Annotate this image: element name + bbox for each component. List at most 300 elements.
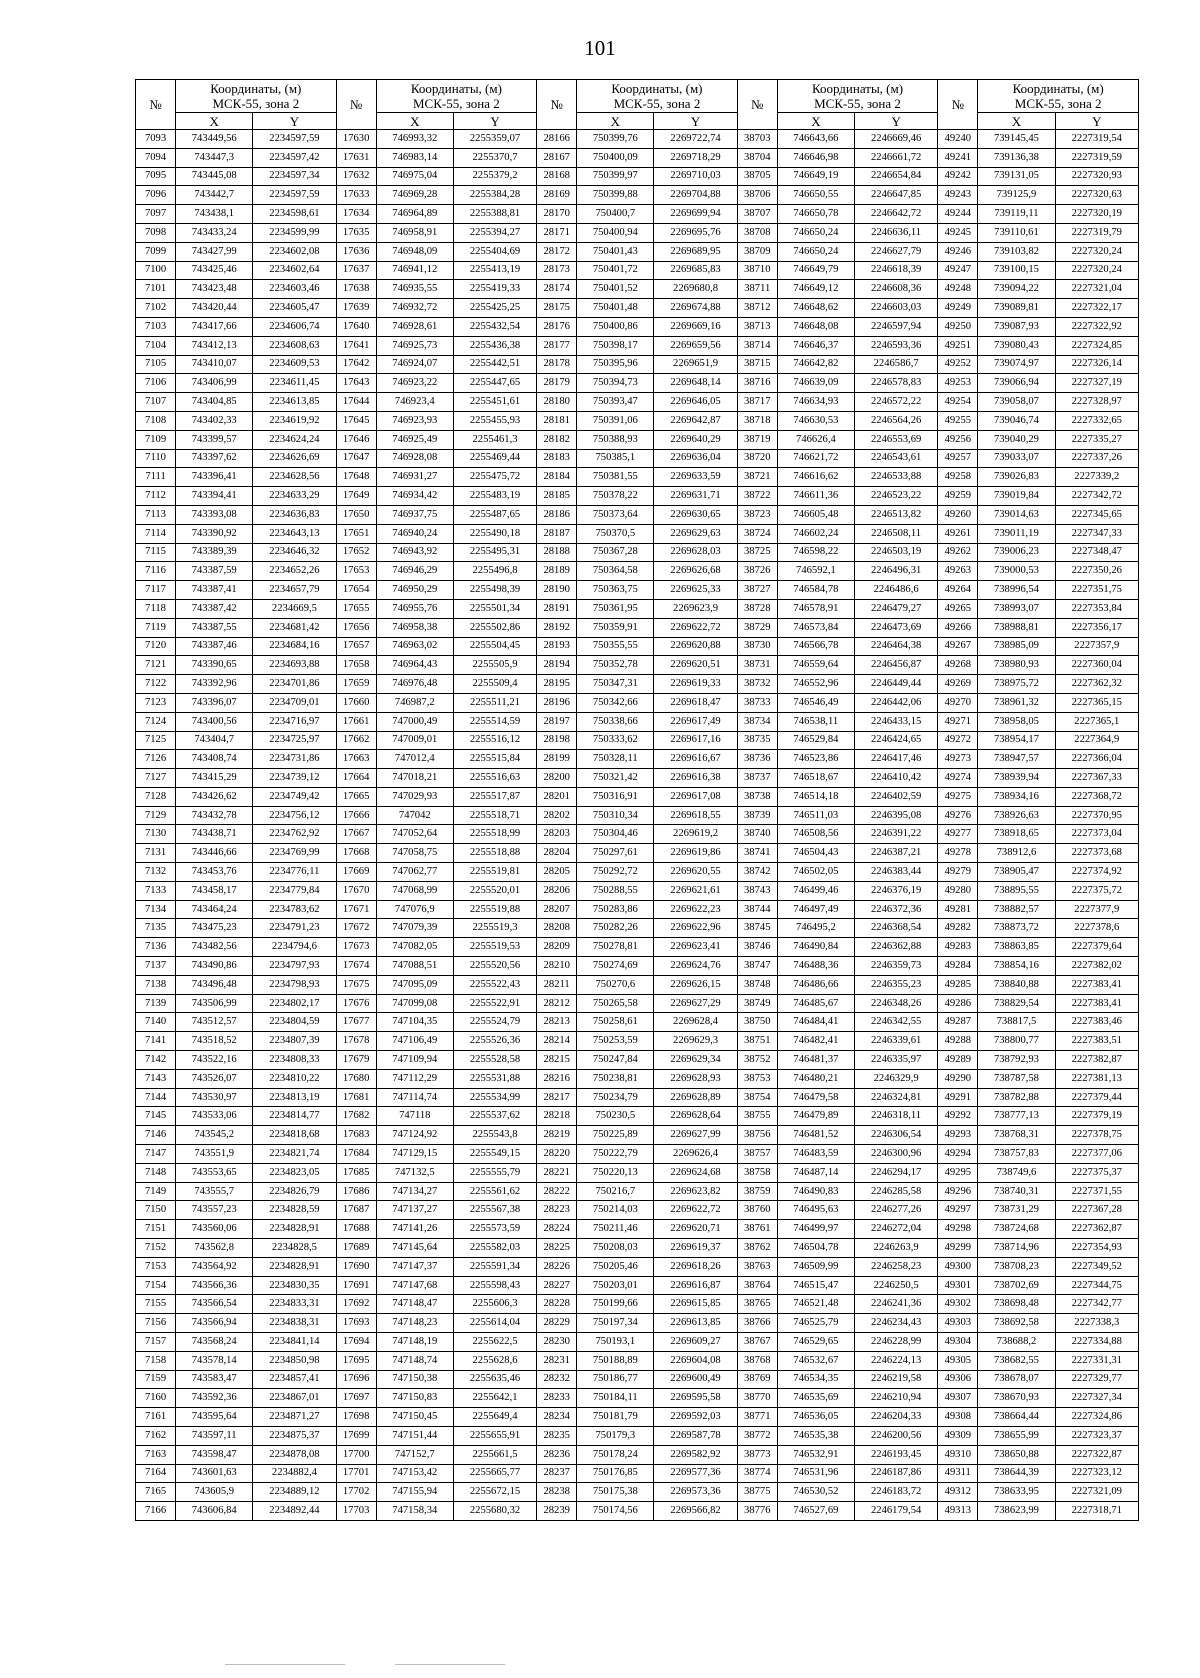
scan-artifact-line: [395, 1664, 505, 1665]
point-number: 17674: [336, 957, 376, 976]
table-row: [136, 750, 1139, 769]
x-coordinate: 738961,32: [978, 693, 1055, 712]
point-number: 28183: [537, 449, 577, 468]
scan-artifact-line: [225, 1664, 345, 1665]
x-coordinate: 746650,24: [777, 223, 854, 242]
point-number: 7124: [136, 712, 176, 731]
y-coordinate: 2227379,19: [1055, 1107, 1138, 1126]
x-coordinate: 743595,64: [176, 1408, 253, 1427]
y-coordinate: 2255487,65: [453, 505, 536, 524]
x-coordinate: 739100,15: [978, 261, 1055, 280]
y-coordinate: 2269629,34: [654, 1051, 737, 1070]
table-row: [136, 975, 1139, 994]
point-number: 28199: [537, 750, 577, 769]
y-coordinate: 2234794,6: [253, 938, 336, 957]
point-number: 17700: [336, 1445, 376, 1464]
point-number: 38760: [737, 1201, 777, 1220]
point-number: 49303: [938, 1314, 978, 1333]
y-coordinate: 2269646,05: [654, 393, 737, 412]
y-coordinate: 2227382,87: [1055, 1051, 1138, 1070]
point-number: 17699: [336, 1426, 376, 1445]
x-coordinate: 746611,36: [777, 487, 854, 506]
y-coordinate: 2227345,65: [1055, 505, 1138, 524]
y-coordinate: 2246593,36: [855, 336, 938, 355]
y-coordinate: 2255518,99: [453, 825, 536, 844]
y-coordinate: 2246383,44: [855, 863, 938, 882]
y-coordinate: 2255591,34: [453, 1257, 536, 1276]
y-coordinate: 2227383,51: [1055, 1032, 1138, 1051]
point-number: 17679: [336, 1051, 376, 1070]
point-number: 28196: [537, 693, 577, 712]
y-coordinate: 2246372,36: [855, 900, 938, 919]
point-number: 7164: [136, 1464, 176, 1483]
x-coordinate: 738840,88: [978, 975, 1055, 994]
coord-header-line1: Координаты, (м): [210, 81, 302, 96]
y-header: Y: [1055, 113, 1138, 130]
point-number: 7161: [136, 1408, 176, 1427]
y-coordinate: 2255519,88: [453, 900, 536, 919]
point-number: 7104: [136, 336, 176, 355]
y-coordinate: 2234857,41: [253, 1370, 336, 1389]
x-coordinate: 747076,9: [376, 900, 453, 919]
x-coordinate: 747058,75: [376, 844, 453, 863]
table-row: [136, 656, 1139, 675]
x-coordinate: 746976,48: [376, 675, 453, 694]
point-number: 38750: [737, 1013, 777, 1032]
y-coordinate: 2227366,04: [1055, 750, 1138, 769]
y-coordinate: 2246456,87: [855, 656, 938, 675]
point-number: 7103: [136, 317, 176, 336]
table-row: [136, 487, 1139, 506]
coord-header-line2: МСК-55, зона 2: [212, 96, 300, 111]
x-header: X: [777, 113, 854, 130]
point-number: 17670: [336, 881, 376, 900]
x-coordinate: 746928,08: [376, 449, 453, 468]
x-coordinate: 743387,41: [176, 581, 253, 600]
y-coordinate: 2255388,81: [453, 205, 536, 224]
y-coordinate: 2269669,16: [654, 317, 737, 336]
x-coordinate: 743438,1: [176, 205, 253, 224]
x-coordinate: 747134,27: [376, 1182, 453, 1201]
coord-header-line2: МСК-55, зона 2: [613, 96, 701, 111]
x-coordinate: 746529,65: [777, 1333, 854, 1352]
point-number: 49289: [938, 1051, 978, 1070]
point-number: 7116: [136, 562, 176, 581]
x-coordinate: 746499,97: [777, 1220, 854, 1239]
x-coordinate: 746955,76: [376, 599, 453, 618]
x-coordinate: 747009,01: [376, 731, 453, 750]
point-number: 38748: [737, 975, 777, 994]
table-row: [136, 1464, 1139, 1483]
point-number: 49246: [938, 242, 978, 261]
x-coordinate: 746536,05: [777, 1408, 854, 1427]
x-coordinate: 739014,63: [978, 505, 1055, 524]
point-number: 49254: [938, 393, 978, 412]
x-coordinate: 746925,49: [376, 430, 453, 449]
table-row: [136, 1370, 1139, 1389]
point-number: 38773: [737, 1445, 777, 1464]
point-number: 49243: [938, 186, 978, 205]
y-coordinate: 2227356,17: [1055, 618, 1138, 637]
y-coordinate: 2269618,55: [654, 806, 737, 825]
point-number: 49283: [938, 938, 978, 957]
x-coordinate: 746946,29: [376, 562, 453, 581]
point-number: 49269: [938, 675, 978, 694]
point-number: 17666: [336, 806, 376, 825]
y-coordinate: 2227318,71: [1055, 1502, 1138, 1521]
y-coordinate: 2227319,54: [1055, 130, 1138, 149]
point-number: 28215: [537, 1051, 577, 1070]
x-coordinate: 743446,66: [176, 844, 253, 863]
y-coordinate: 2234609,53: [253, 355, 336, 374]
y-coordinate: 2246661,72: [855, 148, 938, 167]
y-coordinate: 2234739,12: [253, 769, 336, 788]
point-number: 49253: [938, 374, 978, 393]
point-number: 7120: [136, 637, 176, 656]
y-coordinate: 2269624,68: [654, 1163, 737, 1182]
table-row: [136, 1257, 1139, 1276]
x-coordinate: 743426,62: [176, 787, 253, 806]
y-coordinate: 2246618,39: [855, 261, 938, 280]
x-coordinate: 746616,62: [777, 468, 854, 487]
point-number: 7109: [136, 430, 176, 449]
point-number: 38717: [737, 393, 777, 412]
point-number: 17643: [336, 374, 376, 393]
x-coordinate: 750197,34: [577, 1314, 654, 1333]
point-number: 28229: [537, 1314, 577, 1333]
x-coordinate: 743482,56: [176, 938, 253, 957]
y-coordinate: 2234619,92: [253, 411, 336, 430]
y-coordinate: 2234828,91: [253, 1257, 336, 1276]
x-coordinate: 750234,79: [577, 1088, 654, 1107]
x-coordinate: 747099,08: [376, 994, 453, 1013]
x-coordinate: 743555,7: [176, 1182, 253, 1201]
table-row: [136, 787, 1139, 806]
table-row: [136, 693, 1139, 712]
x-coordinate: 743533,06: [176, 1107, 253, 1126]
table-row: [136, 1389, 1139, 1408]
y-coordinate: 2227373,04: [1055, 825, 1138, 844]
x-coordinate: 738854,16: [978, 957, 1055, 976]
y-coordinate: 2227322,87: [1055, 1445, 1138, 1464]
point-number: 17659: [336, 675, 376, 694]
y-coordinate: 2255436,38: [453, 336, 536, 355]
y-coordinate: 2255461,3: [453, 430, 536, 449]
y-coordinate: 2269642,87: [654, 411, 737, 430]
point-number: 38738: [737, 787, 777, 806]
point-number: 7153: [136, 1257, 176, 1276]
point-number: 49300: [938, 1257, 978, 1276]
y-coordinate: 2227360,04: [1055, 656, 1138, 675]
point-number: 28202: [537, 806, 577, 825]
x-coordinate: 746508,56: [777, 825, 854, 844]
x-coordinate: 738650,88: [978, 1445, 1055, 1464]
point-number: 7107: [136, 393, 176, 412]
x-coordinate: 746527,69: [777, 1502, 854, 1521]
y-coordinate: 2269704,88: [654, 186, 737, 205]
point-number: 49247: [938, 261, 978, 280]
y-coordinate: 2255413,19: [453, 261, 536, 280]
point-number: 28169: [537, 186, 577, 205]
point-number: 17691: [336, 1276, 376, 1295]
point-number: 17667: [336, 825, 376, 844]
y-coordinate: 2227365,1: [1055, 712, 1138, 731]
x-coordinate: 746602,24: [777, 524, 854, 543]
x-coordinate: 750367,28: [577, 543, 654, 562]
y-coordinate: 2255598,43: [453, 1276, 536, 1295]
x-coordinate: 743420,44: [176, 299, 253, 318]
y-coordinate: 2269710,03: [654, 167, 737, 186]
y-coordinate: 2246219,58: [855, 1370, 938, 1389]
y-coordinate: 2227335,27: [1055, 430, 1138, 449]
x-coordinate: 750400,94: [577, 223, 654, 242]
y-coordinate: 2246250,5: [855, 1276, 938, 1295]
y-coordinate: 2234602,64: [253, 261, 336, 280]
x-coordinate: 747018,21: [376, 769, 453, 788]
point-number: 7101: [136, 280, 176, 299]
point-number: 38724: [737, 524, 777, 543]
point-number: 38741: [737, 844, 777, 863]
x-coordinate: 746937,75: [376, 505, 453, 524]
point-number: 17698: [336, 1408, 376, 1427]
x-coordinate: 743393,08: [176, 505, 253, 524]
y-coordinate: 2246342,55: [855, 1013, 938, 1032]
page-number: 101: [584, 36, 616, 60]
point-number: 38728: [737, 599, 777, 618]
x-coordinate: 738873,72: [978, 919, 1055, 938]
x-coordinate: 746499,46: [777, 881, 854, 900]
point-number: 38731: [737, 656, 777, 675]
x-coordinate: 746649,19: [777, 167, 854, 186]
y-coordinate: 2227334,88: [1055, 1333, 1138, 1352]
x-coordinate: 747088,51: [376, 957, 453, 976]
x-coordinate: 746578,91: [777, 599, 854, 618]
x-coordinate: 746531,96: [777, 1464, 854, 1483]
y-coordinate: 2246391,22: [855, 825, 938, 844]
point-number: 38753: [737, 1069, 777, 1088]
table-row: [136, 731, 1139, 750]
x-coordinate: 739103,82: [978, 242, 1055, 261]
y-coordinate: 2234798,93: [253, 975, 336, 994]
y-coordinate: 2227367,33: [1055, 769, 1138, 788]
y-coordinate: 2246335,97: [855, 1051, 938, 1070]
point-number: 28207: [537, 900, 577, 919]
x-coordinate: 743415,29: [176, 769, 253, 788]
point-number: 7106: [136, 374, 176, 393]
point-number: 28180: [537, 393, 577, 412]
y-coordinate: 2269685,83: [654, 261, 737, 280]
y-coordinate: 2246608,36: [855, 280, 938, 299]
x-coordinate: 746481,52: [777, 1126, 854, 1145]
x-coordinate: 750342,66: [577, 693, 654, 712]
x-coordinate: 746538,11: [777, 712, 854, 731]
point-number: 7110: [136, 449, 176, 468]
point-number: 17668: [336, 844, 376, 863]
point-number: 49287: [938, 1013, 978, 1032]
x-coordinate: 739110,61: [978, 223, 1055, 242]
y-coordinate: 2269699,94: [654, 205, 737, 224]
point-number: 7152: [136, 1239, 176, 1258]
point-number: 38754: [737, 1088, 777, 1107]
point-number: 38729: [737, 618, 777, 637]
point-number: 17682: [336, 1107, 376, 1126]
y-coordinate: 2255442,51: [453, 355, 536, 374]
x-coordinate: 743400,56: [176, 712, 253, 731]
point-number: 7097: [136, 205, 176, 224]
y-header: Y: [654, 113, 737, 130]
point-number: 49298: [938, 1220, 978, 1239]
point-number: 28181: [537, 411, 577, 430]
y-coordinate: 2234808,33: [253, 1051, 336, 1070]
y-coordinate: 2269695,76: [654, 223, 737, 242]
x-coordinate: 738678,07: [978, 1370, 1055, 1389]
point-number: 7105: [136, 355, 176, 374]
x-coordinate: 739046,74: [978, 411, 1055, 430]
point-number: 17683: [336, 1126, 376, 1145]
point-number: 17664: [336, 769, 376, 788]
point-number: 28221: [537, 1163, 577, 1182]
x-coordinate: 743412,13: [176, 336, 253, 355]
point-number: 49290: [938, 1069, 978, 1088]
point-number: 17630: [336, 130, 376, 149]
y-coordinate: 2234636,83: [253, 505, 336, 524]
x-coordinate: 746535,69: [777, 1389, 854, 1408]
x-coordinate: 750316,91: [577, 787, 654, 806]
x-coordinate: 750401,48: [577, 299, 654, 318]
point-number: 38765: [737, 1295, 777, 1314]
point-number: 38734: [737, 712, 777, 731]
y-coordinate: 2234779,84: [253, 881, 336, 900]
x-coordinate: 746481,37: [777, 1051, 854, 1070]
x-coordinate: 738817,5: [978, 1013, 1055, 1032]
y-coordinate: 2269648,14: [654, 374, 737, 393]
y-coordinate: 2227378,6: [1055, 919, 1138, 938]
point-number: 28225: [537, 1239, 577, 1258]
x-coordinate: 750355,55: [577, 637, 654, 656]
y-coordinate: 2269627,29: [654, 994, 737, 1013]
x-coordinate: 746948,09: [376, 242, 453, 261]
y-coordinate: 2255680,32: [453, 1502, 536, 1521]
x-coordinate: 739087,93: [978, 317, 1055, 336]
point-number: 49263: [938, 562, 978, 581]
y-coordinate: 2246387,21: [855, 844, 938, 863]
y-coordinate: 2234657,79: [253, 581, 336, 600]
table-row: [136, 167, 1139, 186]
y-coordinate: 2227350,26: [1055, 562, 1138, 581]
x-coordinate: 747104,35: [376, 1013, 453, 1032]
y-coordinate: 2234813,19: [253, 1088, 336, 1107]
point-number: 38749: [737, 994, 777, 1013]
y-coordinate: 2246473,69: [855, 618, 938, 637]
x-coordinate: 738926,63: [978, 806, 1055, 825]
x-coordinate: 739058,07: [978, 393, 1055, 412]
point-number: 38711: [737, 280, 777, 299]
point-number: 28237: [537, 1464, 577, 1483]
point-number: 49257: [938, 449, 978, 468]
x-coordinate: 750253,59: [577, 1032, 654, 1051]
x-coordinate: 743387,55: [176, 618, 253, 637]
y-coordinate: 2234797,93: [253, 957, 336, 976]
x-coordinate: 747150,45: [376, 1408, 453, 1427]
x-coordinate: 743566,54: [176, 1295, 253, 1314]
coord-header-line1: Координаты, (м): [410, 81, 502, 96]
y-coordinate: 2246553,69: [855, 430, 938, 449]
y-coordinate: 2246433,15: [855, 712, 938, 731]
point-number: 49302: [938, 1295, 978, 1314]
x-coordinate: 746497,49: [777, 900, 854, 919]
x-coordinate: 750179,3: [577, 1426, 654, 1445]
point-number: 7108: [136, 411, 176, 430]
table-row: [136, 844, 1139, 863]
y-coordinate: 2269622,96: [654, 919, 737, 938]
x-coordinate: 746509,99: [777, 1257, 854, 1276]
point-number: 7118: [136, 599, 176, 618]
x-coordinate: 750401,52: [577, 280, 654, 299]
point-number: 49270: [938, 693, 978, 712]
y-coordinate: 2227348,47: [1055, 543, 1138, 562]
point-number: 49248: [938, 280, 978, 299]
x-coordinate: 750176,85: [577, 1464, 654, 1483]
point-number: 49281: [938, 900, 978, 919]
point-number: 38706: [737, 186, 777, 205]
point-number: 7142: [136, 1051, 176, 1070]
y-coordinate: 2234830,35: [253, 1276, 336, 1295]
x-coordinate: 746924,07: [376, 355, 453, 374]
x-coordinate: 738644,39: [978, 1464, 1055, 1483]
x-coordinate: 738692,58: [978, 1314, 1055, 1333]
point-number: 28230: [537, 1333, 577, 1352]
x-coordinate: 747112,29: [376, 1069, 453, 1088]
x-coordinate: 746529,84: [777, 731, 854, 750]
y-coordinate: 2234814,77: [253, 1107, 336, 1126]
point-number: 38719: [737, 430, 777, 449]
x-coordinate: 746648,08: [777, 317, 854, 336]
point-number: 38775: [737, 1483, 777, 1502]
x-coordinate: 743423,48: [176, 280, 253, 299]
point-number: 28224: [537, 1220, 577, 1239]
table-row: [136, 524, 1139, 543]
point-number: 7160: [136, 1389, 176, 1408]
y-coordinate: 2234823,05: [253, 1163, 336, 1182]
x-coordinate: 747029,93: [376, 787, 453, 806]
point-number: 49262: [938, 543, 978, 562]
point-number: 17702: [336, 1483, 376, 1502]
point-number: 38762: [737, 1239, 777, 1258]
point-number: 49240: [938, 130, 978, 149]
point-number: 38769: [737, 1370, 777, 1389]
y-coordinate: 2234769,99: [253, 844, 336, 863]
y-coordinate: 2246204,33: [855, 1408, 938, 1427]
x-coordinate: 750203,01: [577, 1276, 654, 1295]
x-coordinate: 746573,84: [777, 618, 854, 637]
point-number: 38755: [737, 1107, 777, 1126]
x-coordinate: 739119,11: [978, 205, 1055, 224]
point-number: 7134: [136, 900, 176, 919]
x-coordinate: 750211,46: [577, 1220, 654, 1239]
y-coordinate: 2227344,75: [1055, 1276, 1138, 1295]
point-number: 28234: [537, 1408, 577, 1427]
point-number: 7156: [136, 1314, 176, 1333]
y-coordinate: 2227381,13: [1055, 1069, 1138, 1088]
y-coordinate: 2246318,11: [855, 1107, 938, 1126]
point-number: 38703: [737, 130, 777, 149]
x-coordinate: 750304,46: [577, 825, 654, 844]
table-row: [136, 1408, 1139, 1427]
y-coordinate: 2234603,46: [253, 280, 336, 299]
y-coordinate: 2246442,06: [855, 693, 938, 712]
point-number: 7098: [136, 223, 176, 242]
y-coordinate: 2246410,42: [855, 769, 938, 788]
